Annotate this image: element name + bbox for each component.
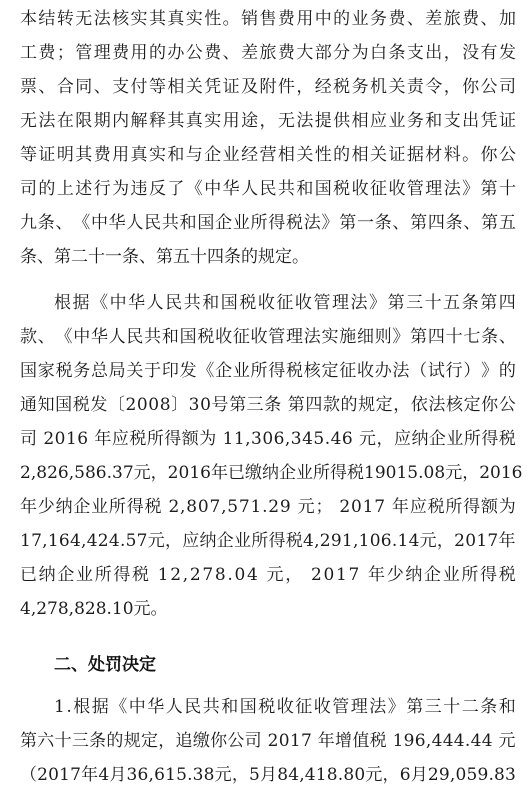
paragraph-line: （ 2 0 1 7 年 4 月 3 6 , 6 1 5 . 3 8 元 ， 5 月 8 4 , 4 1 8 . 8 0 元 ， 6 月 2 9 , 0 5 9 . 8 3 — [20, 765, 516, 785]
paragraph-line: 工 费 ； 管 理 费 用 的 办 公 费 、 差 旅 费 大 部 分 为 白 条 支 出 ， 没 有 发 — [20, 43, 516, 63]
paragraph-line: 本 结 转 无 法 核 实 其 真 实 性 。 销 售 费 用 中 的 业 务 费 、 差 旅 费 、 加 — [20, 9, 516, 29]
section-heading: 二、处罚决定 — [54, 655, 156, 675]
paragraph-line: 4,278,828.10元。 — [20, 599, 168, 619]
paragraph-line: 1 . 根 据 《 中 华 人 民 共 和 国 税 收 征 收 管 理 法 》 第 三 十 二 条 和 — [54, 697, 516, 717]
paragraph-line: 等 证 明 其 费 用 真 实 和 与 企 业 经 营 相 关 性 的 相 关 证 据 材 料 。 你 公 — [20, 145, 516, 165]
paragraph-line: 国 家 税 务 总 局 关 于 印 发 《 企 业 所 得 税 核 定 征 收 办 法 （ 试 行 ） 》 的 — [20, 361, 516, 381]
paragraph-line: 根 据 《 中 华 人 民 共 和 国 税 收 征 收 管 理 法 》 第 三 十 五 条 第 四 — [54, 293, 516, 313]
paragraph-line: 第 六 十 三 条 的 规 定 ， 追 缴 你 公 司 2 0 1 7 年 增 值 税 1 9 6 , 4 4 4 . 4 4 元 — [20, 731, 516, 751]
paragraph-line: 九 条 、 《 中 华 人 民 共 和 国 企 业 所 得 税 法 》 第 一 条 、 第 四 条 、 第 五 — [20, 213, 516, 233]
paragraph-line: 通 知 国 税 发 〔 2 0 0 8 〕 3 0 号 第 三 条 第 四 款 的 规 定 ， 依 法 核 定 你 公 — [20, 395, 516, 415]
paragraph-line: 条、第二十一条、第五十四条的规定。 — [20, 247, 309, 267]
paragraph-line: 司 的 上 述 行 为 违 反 了 《 中 华 人 民 共 和 国 税 收 征 收 管 理 法 》 第 十 — [20, 179, 516, 199]
paragraph-line: 款 、 《 中 华 人 民 共 和 国 税 收 征 收 管 理 法 实 施 细 则 》 第 四 十 七 条 、 — [20, 327, 516, 347]
paragraph-line: 1 7 , 1 6 4 , 4 2 4 . 5 7 元 ， 应 纳 企 业 所 得 税 4 , 2 9 1 , 1 0 6 . 1 4 元 ， 2 0 1 7 年 — [20, 531, 516, 551]
paragraph-line: 2 , 8 2 6 , 5 8 6 . 3 7 元 ， 2 0 1 6 年 已 缴 纳 企 业 所 得 税 1 9 0 1 5 . 0 8 元 ， 2 0 1 6 — [20, 463, 523, 483]
paragraph-line: 无 法 在 限 期 内 解 释 其 真 实 用 途 ， 无 法 提 供 相 应 业 务 和 支 出 凭 证 — [20, 111, 516, 131]
paragraph-line: 年 少 纳 企 业 所 得 税 2 , 8 0 7 , 5 7 1 . 2 9 元 ； 2 0 1 7 年 应 税 所 得 额 为 — [20, 497, 516, 517]
paragraph-line: 票 、 合 同 、 支 付 等 相 关 凭 证 及 附 件 ， 经 税 务 机 关 责 令 ， 你 公 司 — [20, 77, 516, 97]
paragraph-line: 司 2 0 1 6 年 应 税 所 得 额 为 1 1 , 3 0 6 , 3 4 5 . 4 6 元 ， 应 纳 企 业 所 得 税 — [20, 429, 516, 449]
paragraph-line: 已 纳 企 业 所 得 税 1 2 , 2 7 8 . 0 4 元 ， 2 0 1 7 年 少 纳 企 业 所 得 税 — [20, 565, 516, 585]
